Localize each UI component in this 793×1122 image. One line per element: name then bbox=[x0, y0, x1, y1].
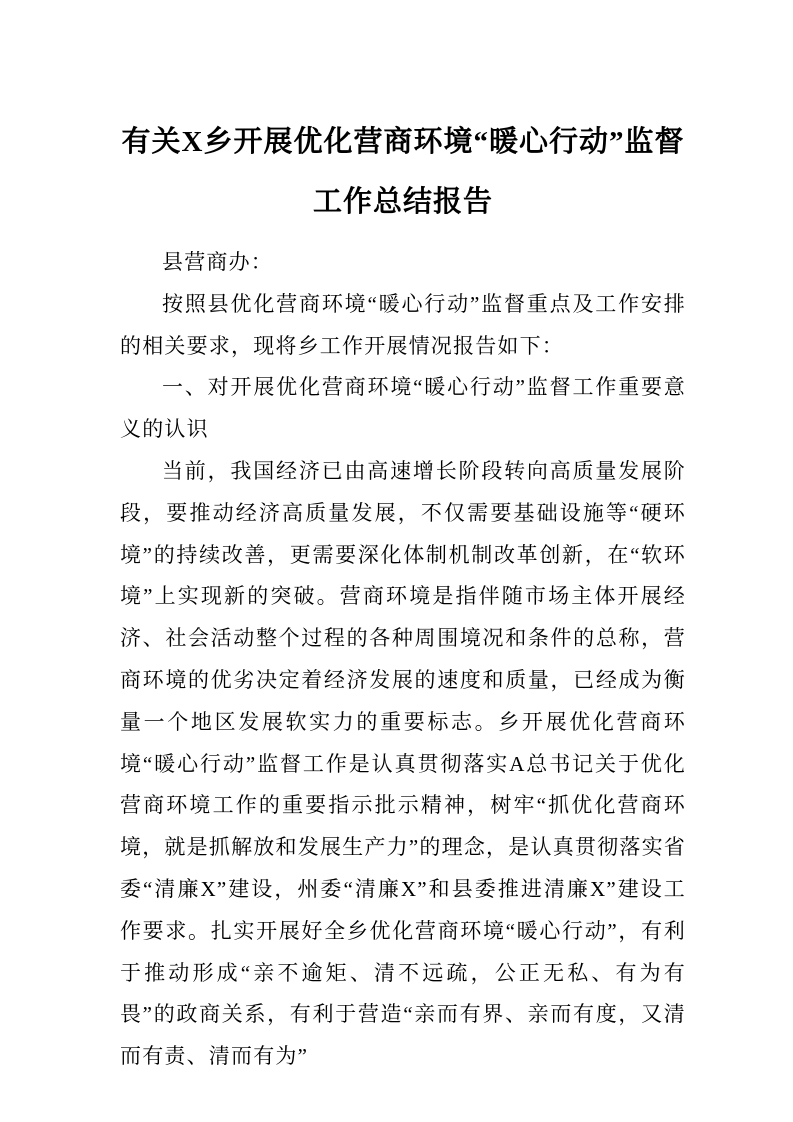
paragraph: 县营商办： bbox=[162, 250, 273, 274]
paragraph: 按照县优化营商环境“暖心行动”监督重点及工作安排的相关要求，现将乡工作开展情况报告如下： bbox=[120, 291, 686, 358]
paragraph: 当前，我国经济已由高速增长阶段转向高质量发展阶段，要推动经济高质量发展，不仅需要基础设施等“硬环境”的持续改善，更需要深化体制机制改革创新，在“软环境”上实现新的突破。营商环境是指伴随市场主体开展经济、社会活动整个过程的各种周围境况和条件的总称，营商环境的优劣决定着经济发展的速度和质量，已经成为衡量一个地区发展软实力的重要标志。乡开展优化营商环境“暖心行动”监督工作是认真贯彻落实A总书记关于优化营商环境工作的重要指示批示精神，树牢“抓优化营商环境，就是抓解放和发展生产力”的理念，是认真贯彻落实省委“清廉X”建设，州委“清廉X”和县委推进清廉X”建设工作要求。扎实开展好全乡优化营商环境“暖心行动”，有利于推动形成“亲不逾矩、清不远疏，公正无私、有为有畏”的政商关系，有利于营造“亲而有界、亲而有度，又清而有责、清而有为” bbox=[120, 458, 686, 1069]
document-body bbox=[120, 242, 686, 1078]
paragraph: 一、对开展优化营商环境“暖心行动”监督工作重要意义的认识 bbox=[120, 375, 686, 442]
document-title: 有关X乡开展优化营商环境“暖心行动”监督工作总结报告 bbox=[121, 126, 685, 218]
